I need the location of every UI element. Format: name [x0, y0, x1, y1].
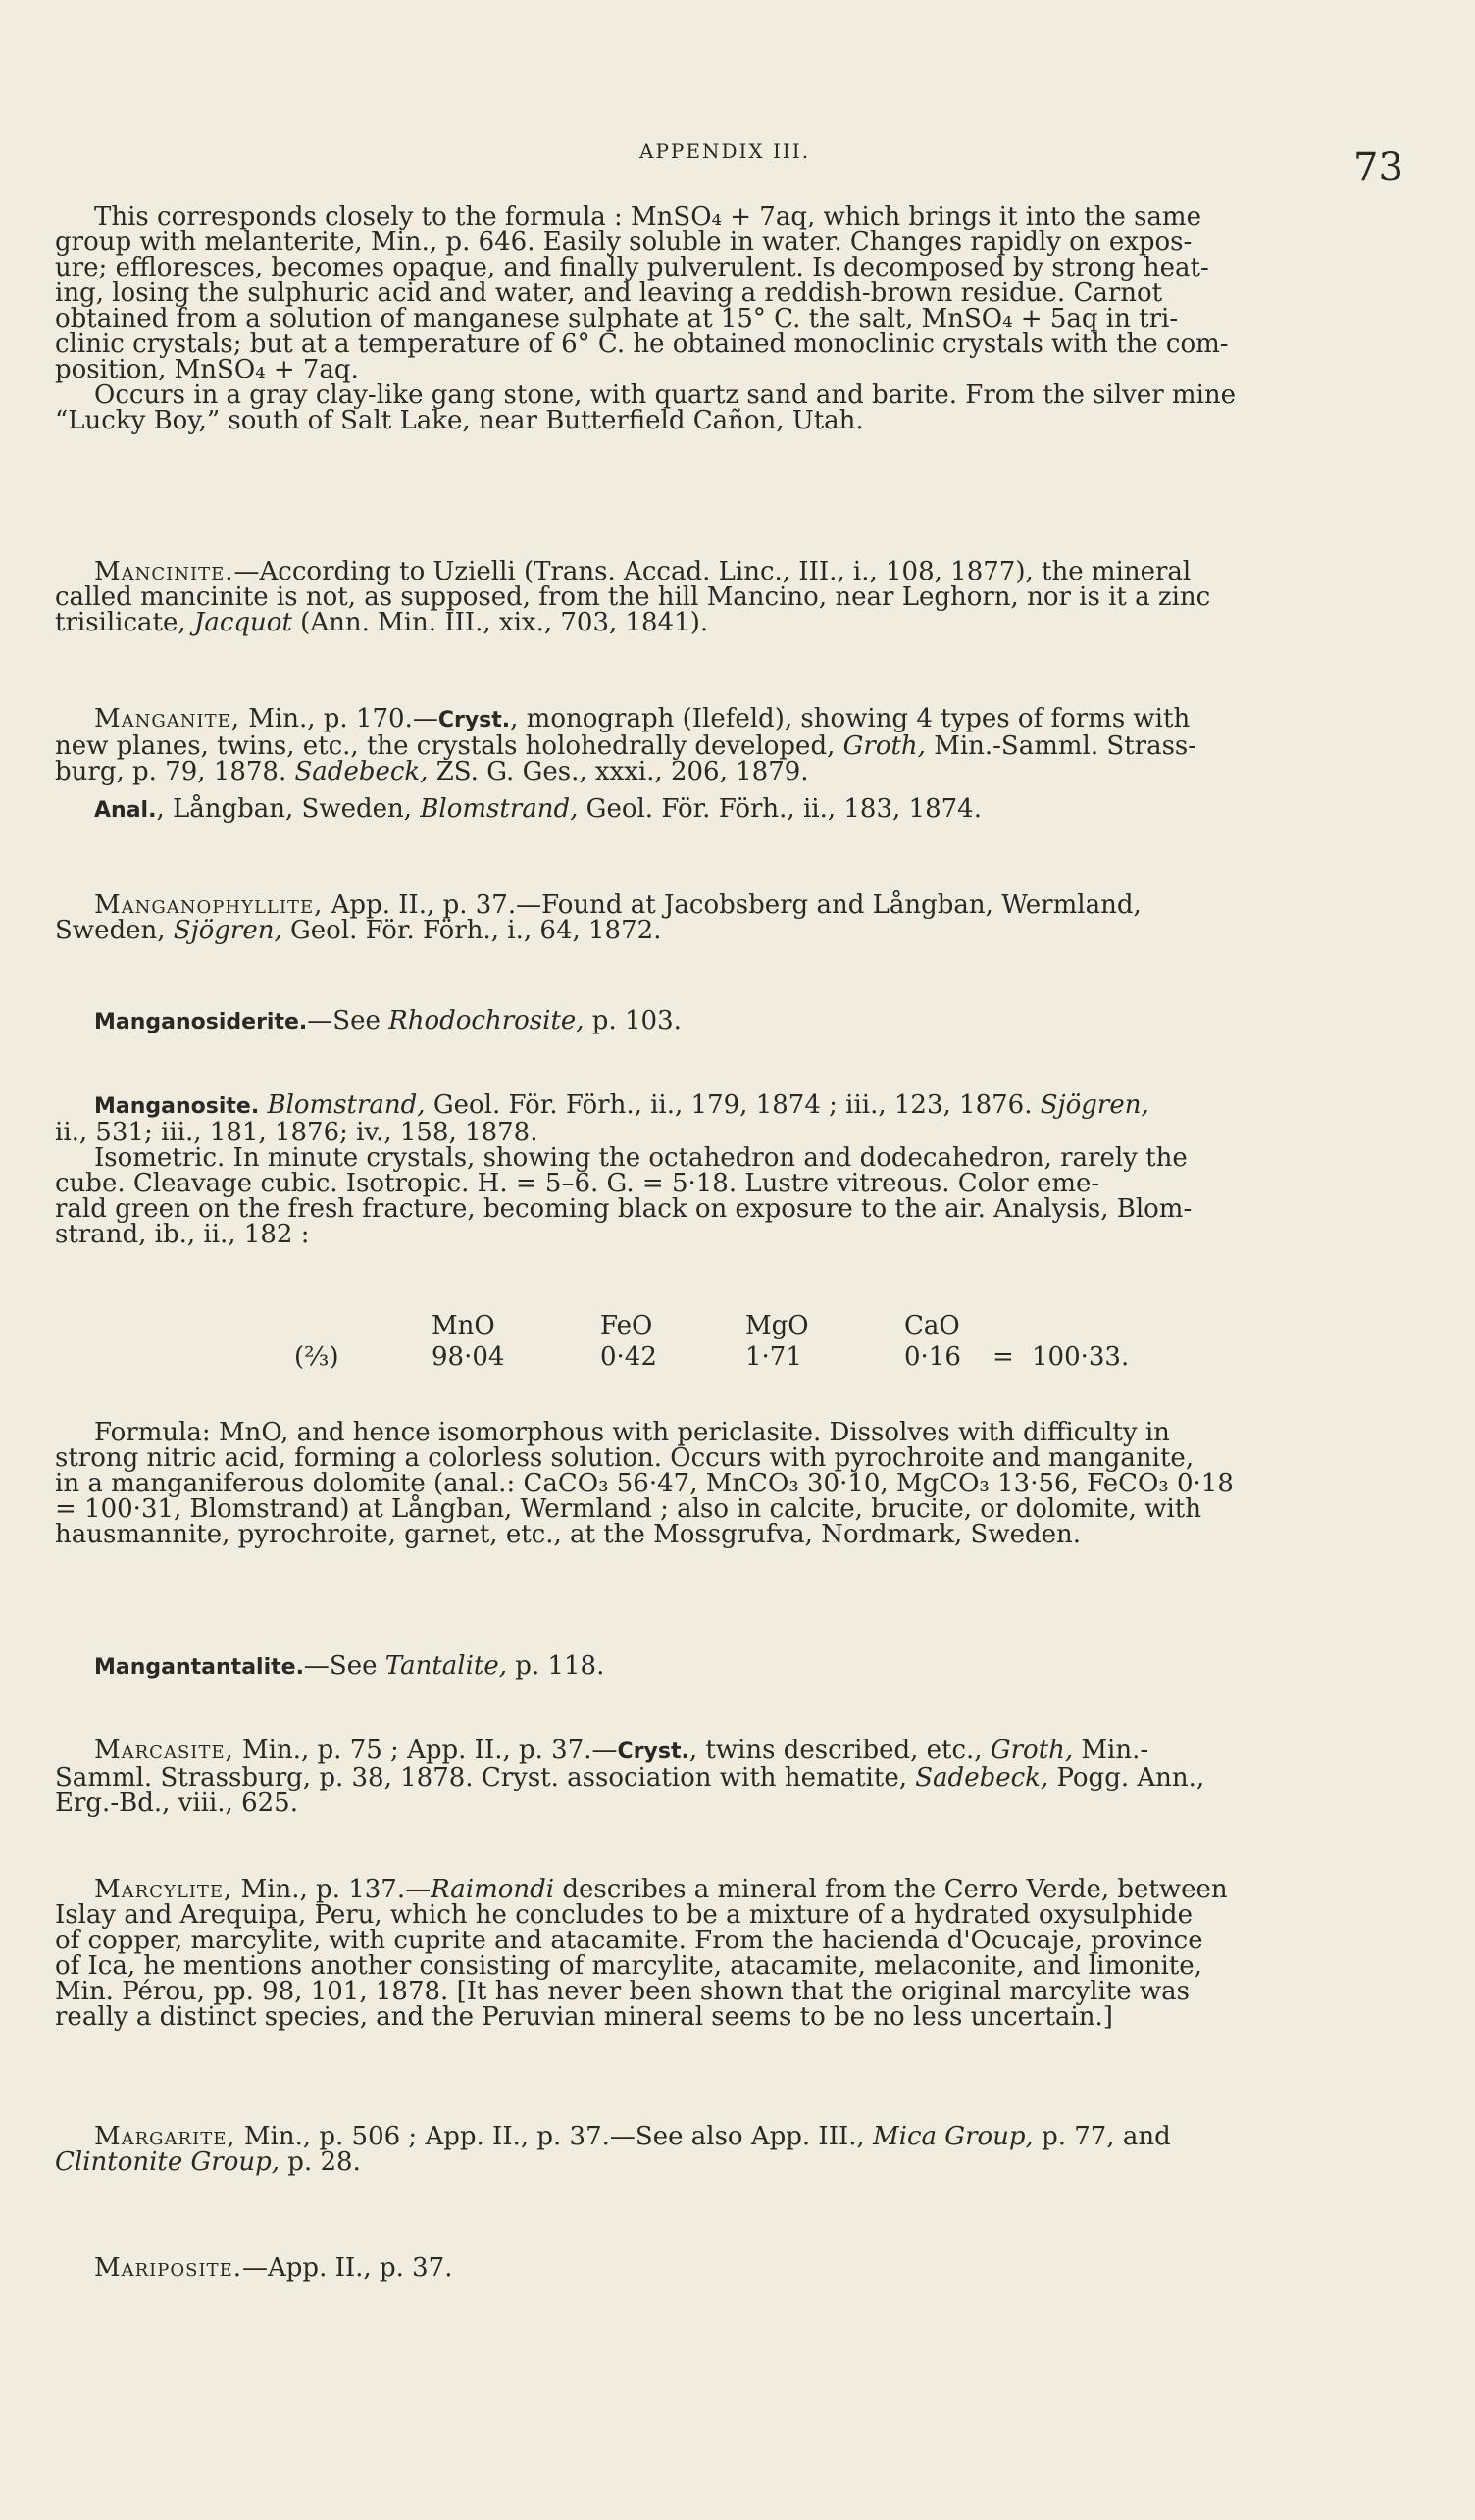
line: —App. II., p. 37.	[242, 2253, 453, 2283]
entry-name: Manganophyllite,	[94, 890, 324, 920]
author: Sjögren,	[1040, 1090, 1149, 1120]
line: = 100·31, Blomstrand) at Långban, Wermland ; also in calcite, brucite, or dolomite, with	[55, 1494, 1201, 1524]
entry-margarite	[55, 2124, 1399, 2175]
line: rald green on the fresh fracture, becoming black on exposure to the air. Analysis, Blom-	[55, 1194, 1193, 1224]
line: Geol. För. Förh., ii., 179, 1874 ; iii., 123, 1876.	[425, 1090, 1033, 1120]
reference: Tantalite,	[384, 1651, 508, 1681]
line: ure; effloresces, becomes opaque, and finally pulverulent. Is decomposed by strong heat-	[55, 253, 1209, 282]
line: Samml. Strassburg, p. 38, 1878. Cryst. association with hematite,	[55, 1763, 907, 1792]
line: This corresponds closely to the formula : MnSO₄ + 7aq, which brings it into the same	[94, 202, 1201, 231]
row-label: (⅔)	[294, 1342, 339, 1372]
paragraph-formula	[55, 1420, 1399, 1547]
line: new planes, twins, etc., the crystals holohedrally developed,	[55, 731, 836, 761]
line: cube. Cleavage cubic. Isotropic. H. = 5–6. G. = 5·18. Lustre vitreous. Color eme-	[55, 1169, 1100, 1198]
entry-mangantantalite	[55, 1653, 1399, 1681]
column-header: CaO	[904, 1311, 960, 1340]
line: of copper, marcylite, with cuprite and atacamite. From the hacienda d'Ocucaje, province	[55, 1926, 1203, 1955]
line: in a manganiferous dolomite (anal.: CaCO₃ 56·47, MnCO₃ 30·10, MgCO₃ 13·56, FeCO₃ 0·18	[55, 1469, 1234, 1498]
author: Blomstrand,	[267, 1090, 426, 1120]
line: group with melanterite, Min., p. 646. Easily soluble in water. Changes rapidly on expos-	[55, 227, 1193, 257]
line: p. 118.	[507, 1651, 605, 1681]
entry-name: Mariposite.	[94, 2253, 243, 2283]
line: Min., p. 170.—	[240, 704, 438, 733]
line: ii., 531; iii., 181, 1876; iv., 158, 1878.	[55, 1118, 538, 1147]
entry-name: Manganosite.	[94, 1094, 260, 1119]
line: ZS. G. Ges., xxxi., 206, 1879.	[428, 757, 809, 786]
entry-marcylite	[55, 1877, 1399, 2030]
entry-name: Manganite,	[94, 704, 241, 733]
line: Min., p. 75 ; App. II., p. 37.—	[233, 1736, 618, 1765]
label: Cryst.	[617, 1739, 689, 1764]
entry-mancinite	[55, 559, 1399, 635]
line: Islay and Arequipa, Peru, which he concludes to be a mixture of a hydrated oxysulphide	[55, 1900, 1193, 1930]
line: obtained from a solution of manganese sulphate at 15° C. the salt, MnSO₄ + 5aq in tri-	[55, 304, 1179, 333]
author: Sjögren,	[173, 916, 282, 945]
entry-manganophyllite	[55, 892, 1399, 943]
line: App. II., p. 37.—Found at Jacobsberg and Långban, Wermland,	[323, 890, 1142, 920]
line: —According to Uzielli (Trans. Accad. Linc., III., i., 108, 1877), the mineral	[233, 557, 1192, 586]
line: p. 103.	[584, 1006, 682, 1035]
line: , twins described, etc.,	[688, 1736, 983, 1765]
line: Min., p. 137.—	[232, 1875, 432, 1904]
line: —See	[303, 1651, 378, 1681]
label: Cryst.	[437, 708, 511, 732]
column-header: FeO	[600, 1311, 653, 1340]
line: called mancinite is not, as supposed, from the hill Mancino, near Leghorn, nor is it a zinc	[55, 582, 1211, 612]
page-number: 73	[1353, 145, 1403, 190]
line: Min.-Samml. Strass-	[925, 731, 1197, 761]
line: p. 77, and	[1033, 2122, 1171, 2151]
line: Min.-	[1073, 1736, 1149, 1765]
entry-manganosite	[55, 1092, 1399, 1247]
paragraph-sulphate	[55, 204, 1399, 433]
label: Anal.	[94, 798, 157, 823]
line: Erg.-Bd., viii., 625.	[55, 1789, 298, 1818]
equals-sign: =	[992, 1342, 1014, 1372]
line: Geol. För. Förh., i., 64, 1872.	[281, 916, 662, 945]
running-header: APPENDIX III.	[639, 139, 811, 163]
line: —See	[307, 1006, 381, 1035]
line: , Långban, Sweden,	[156, 794, 413, 824]
table-cell: 98·04	[432, 1342, 505, 1372]
line: really a distinct species, and the Peruvian mineral seems to be no less uncertain.]	[55, 2002, 1113, 2032]
line: hausmannite, pyrochroite, garnet, etc., at the Mossgrufva, Nordmark, Sweden.	[55, 1520, 1082, 1549]
author: Blomstrand,	[420, 794, 579, 824]
reference: Rhodochrosite,	[388, 1006, 585, 1035]
line: : MnO, and hence isomorphous with periclasite. Dissolves with difficulty in	[201, 1418, 1170, 1447]
line: position, MnSO₄ + 7aq.	[55, 355, 359, 384]
line: “Lucky Boy,” south of Salt Lake, near Butterfield Cañon, Utah.	[55, 406, 864, 435]
line: , monograph (Ilefeld), showing 4 types of forms with	[510, 704, 1191, 733]
entry-manganosiderite	[55, 1008, 1399, 1035]
line: strand, ib., ii., 182 :	[55, 1220, 310, 1249]
entry-name: Manganosiderite.	[94, 1010, 308, 1034]
line: Isometric. In minute crystals, showing the octahedron and dodecahedron, rarely the	[94, 1143, 1188, 1173]
line: Min. Pérou, pp. 98, 101, 1878. [It has never been shown that the original marcylite was	[55, 1977, 1190, 2006]
entry-name: Mancinite.	[94, 557, 234, 586]
line: describes a mineral from the Cerro Verde, between	[554, 1875, 1228, 1904]
entry-name: Mangantantalite.	[94, 1655, 304, 1680]
line: Sweden,	[55, 916, 166, 945]
author: Raimondi	[431, 1875, 555, 1904]
entry-name: Marcasite,	[94, 1736, 234, 1765]
author: Groth,	[990, 1736, 1074, 1765]
table-header-row	[294, 1310, 1169, 1341]
author: Jacquot	[193, 608, 292, 637]
line: strong nitric acid, forming a colorless solution. Occurs with pyrochroite and manganite,	[55, 1443, 1195, 1473]
entry-name: Marcylite,	[94, 1875, 233, 1904]
line: trisilicate,	[55, 608, 186, 637]
line: Occurs in a gray clay-like gang stone, with quartz sand and barite. From the silver mine	[94, 380, 1237, 410]
entry-manganite	[55, 706, 1399, 824]
column-header: MgO	[745, 1311, 809, 1340]
table-cell: 1·71	[745, 1342, 802, 1372]
author: Sadebeck,	[915, 1763, 1049, 1792]
line: Pogg. Ann.,	[1048, 1763, 1205, 1792]
line: Min., p. 506 ; App. II., p. 37.—See also App. III.,	[235, 2122, 865, 2151]
table-cell: 0·16	[904, 1342, 961, 1372]
analysis-table	[294, 1310, 1169, 1373]
entry-mariposite	[55, 2255, 1399, 2281]
entry-marcasite	[55, 1738, 1399, 1816]
line: burg, p. 79, 1878.	[55, 757, 287, 786]
author: Sadebeck,	[294, 757, 429, 786]
line: clinic crystals; but at a temperature of 6° C. he obtained monoclinic crystals with the com-	[55, 329, 1229, 359]
table-total: 100·33.	[1032, 1342, 1130, 1372]
line: p. 28.	[280, 2147, 361, 2177]
line: Geol. För. Förh., ii., 183, 1874.	[578, 794, 982, 824]
reference: Mica Group,	[873, 2122, 1034, 2151]
table-cell: 0·42	[600, 1342, 657, 1372]
line: (Ann. Min. III., xix., 703, 1841).	[300, 608, 709, 637]
entry-name: Margarite,	[94, 2122, 236, 2151]
author: Groth,	[842, 731, 926, 761]
line: ing, losing the sulphuric acid and water, and leaving a reddish-brown residue. Carnot	[55, 278, 1163, 308]
column-header: MnO	[432, 1311, 495, 1340]
table-row	[294, 1341, 1169, 1373]
label: Formula	[94, 1418, 202, 1447]
line: of Ica, he mentions another consisting of marcylite, atacamite, melaconite, and limonite,	[55, 1951, 1202, 1981]
reference: Clintonite Group,	[55, 2147, 280, 2177]
